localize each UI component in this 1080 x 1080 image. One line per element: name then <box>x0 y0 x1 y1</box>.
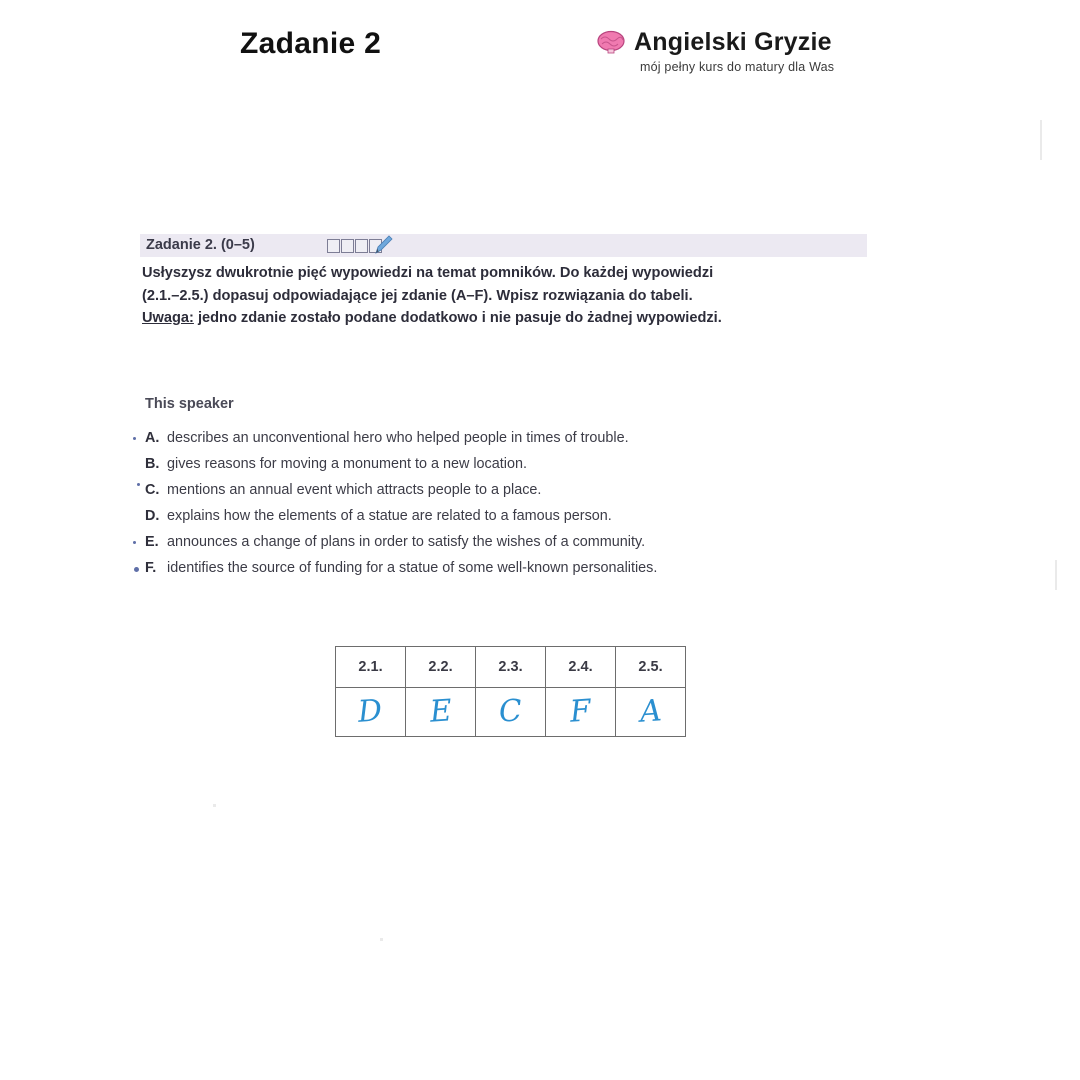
brand-block <box>596 28 906 74</box>
option-text: gives reasons for moving a monument to a new location. <box>167 456 527 472</box>
task-number-label: Zadanie 2. (0–5) <box>146 237 255 253</box>
option-letter: F. <box>145 560 157 576</box>
answer-cell[interactable] <box>616 688 686 737</box>
note-text: jedno zdanie zostało podane dodatkowo i nie pasuje do żadnej wypowiedzi. <box>193 310 722 326</box>
answer-cell[interactable] <box>476 688 546 737</box>
scan-speck <box>134 567 139 572</box>
brain-icon <box>596 30 626 56</box>
options-list <box>137 430 897 586</box>
table-header-cell: 2.4. <box>546 647 616 688</box>
option-letter: D. <box>145 508 160 524</box>
task-header-bar <box>140 234 867 257</box>
list-item <box>137 430 897 456</box>
answer-cell[interactable] <box>406 688 476 737</box>
task-instructions <box>142 262 882 330</box>
table-header-cell: 2.1. <box>336 647 406 688</box>
handwritten-answer: C <box>497 693 524 730</box>
answer-cell[interactable] <box>336 688 406 737</box>
scan-artifact <box>1055 560 1057 590</box>
pencil-icon <box>373 234 395 256</box>
table-header-cell: 2.3. <box>476 647 546 688</box>
list-item <box>137 482 897 508</box>
table-row <box>336 688 686 737</box>
scan-speck <box>133 541 136 544</box>
handwritten-answer: D <box>357 693 384 730</box>
option-letter: A. <box>145 430 160 446</box>
option-text: describes an unconventional hero who helped people in times of trouble. <box>167 430 629 446</box>
option-text: announces a change of plans in order to satisfy the wishes of a community. <box>167 534 646 550</box>
answers-table <box>335 646 686 737</box>
brand-subtitle: mój pełny kurs do matury dla Was <box>640 60 835 74</box>
table-header-cell: 2.2. <box>406 647 476 688</box>
handwritten-answer: E <box>428 693 453 730</box>
scan-speck <box>137 483 140 486</box>
note-label: Uwaga: <box>142 310 194 326</box>
answer-cell[interactable] <box>546 688 616 737</box>
option-letter: B. <box>145 456 160 472</box>
option-text: explains how the elements of a statue are related to a famous person. <box>167 508 612 524</box>
scan-artifact <box>213 804 216 807</box>
handwritten-answer: A <box>638 693 663 730</box>
this-speaker-heading: This speaker <box>145 396 234 412</box>
list-item <box>137 534 897 560</box>
table-row <box>336 647 686 688</box>
scan-artifact <box>1040 120 1042 160</box>
option-letter: C. <box>145 482 160 498</box>
list-item <box>137 560 897 586</box>
option-text: identifies the source of funding for a statue of some well-known personalities. <box>167 560 658 576</box>
handwritten-answer: F <box>568 693 593 730</box>
list-item <box>137 508 897 534</box>
option-text: mentions an annual event which attracts people to a place. <box>167 482 542 498</box>
brand-name: Angielski Gryzie <box>634 28 832 56</box>
option-letter: E. <box>145 534 159 550</box>
instruction-note <box>142 307 882 330</box>
scan-artifact <box>380 938 383 941</box>
instruction-line-2: (2.1.–2.5.) dopasuj odpowiadające jej zdanie (A–F). Wpisz rozwiązania do tabeli. <box>142 287 693 304</box>
list-item <box>137 456 897 482</box>
table-header-cell: 2.5. <box>616 647 686 688</box>
scan-speck <box>133 437 136 440</box>
instruction-line-1: Usłyszysz dwukrotnie pięć wypowiedzi na temat pomników. Do każdej wypowiedzi <box>142 265 714 281</box>
page-title: Zadanie 2 <box>240 27 382 60</box>
